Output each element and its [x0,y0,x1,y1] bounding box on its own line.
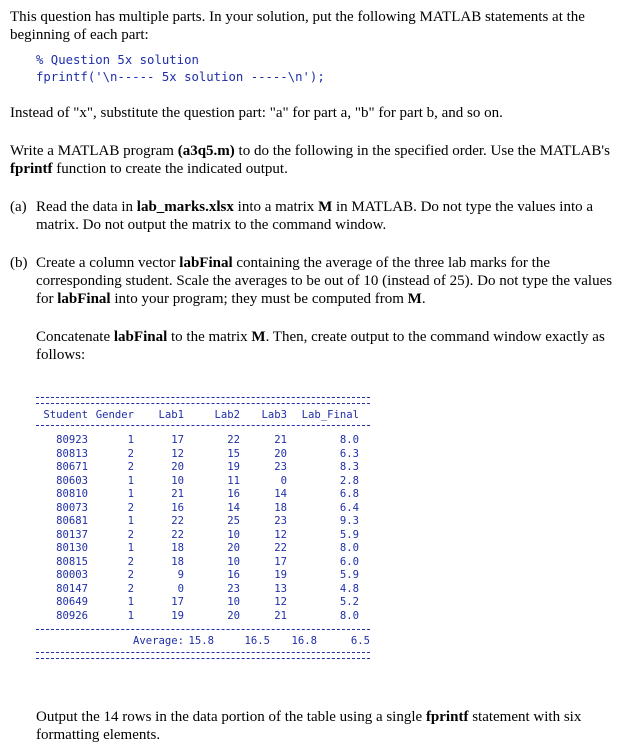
cell-lab-final: 8.3 [339,461,359,473]
cell-lab-final: 6.8 [339,488,359,500]
table-row [36,488,370,502]
header-lab1: Lab1 [158,409,184,421]
cell-lab-final: 8.0 [339,542,359,554]
cell-gender: 1 [127,474,134,487]
cell-lab1: 16 [171,501,184,514]
average-lab3: 16.8 [291,635,317,648]
cell-lab3: 20 [274,447,287,460]
cell-student-id: 80923 [56,434,88,446]
cell-gender: 1 [127,515,134,527]
table-row [36,596,370,610]
table-row [36,542,370,556]
cell-lab2: 10 [227,555,240,568]
cell-lab1: 10 [171,474,184,487]
concat-text-3: . Then, create output to the command window exactly as [265,329,605,345]
footer-text-2: statement with six [468,709,582,725]
table-row [36,529,370,543]
cell-lab-final: 6.3 [339,447,359,460]
cell-lab2: 25 [227,515,240,527]
average-lab-final: 6.5 [350,635,370,648]
cell-lab3: 19 [274,569,287,581]
part-b-line-3 [36,290,426,308]
cell-lab2: 16 [227,569,240,581]
cell-lab3: 18 [274,501,287,514]
cell-lab2: 10 [227,596,240,608]
fprintf-keyword-2: fprintf [425,709,469,725]
cell-gender: 2 [127,447,134,460]
write-instruction-line-1 [10,142,610,160]
cell-student-id: 80671 [56,461,88,473]
cell-gender: 2 [127,555,134,568]
table-header [36,407,370,423]
intro-line-1: This question has multiple parts. In your solution, put the following MATLAB statements at the [10,9,585,25]
cell-lab-final: 5.9 [339,569,359,581]
cell-lab2: 15 [227,447,240,460]
cell-lab3: 14 [274,488,287,500]
cell-lab2: 23 [227,582,240,595]
cell-student-id: 80147 [56,582,88,595]
header-lab-final: Lab_Final [301,409,359,421]
part-b-text-3a: for [36,291,58,307]
concatenate-line-1 [36,328,605,346]
substitute-instruction: Instead of "x", substitute the question part: "a" for part a, "b" for part b, and so on. [10,105,503,121]
cell-lab1: 22 [171,515,184,527]
part-b-text-1: Create a column vector [36,255,180,271]
table-row [36,610,370,624]
header-student: Student [43,409,88,421]
cell-lab-final: 5.9 [339,528,359,541]
cell-lab-final: 6.4 [339,501,359,514]
cell-lab1: 20 [171,461,184,473]
cell-lab2: 16 [227,488,240,500]
cell-student-id: 80681 [56,515,88,527]
cell-lab2: 14 [227,501,240,514]
cell-gender: 2 [127,582,134,595]
write-instruction-line-2 [10,160,288,178]
average-rule [36,629,370,630]
footer-text-1: Output the 14 rows in the data portion of the table using a single [36,709,426,725]
cell-lab-final: 9.3 [339,515,359,527]
cell-lab3: 23 [274,515,287,527]
cell-gender: 1 [127,609,134,622]
cell-lab1: 17 [171,434,184,446]
average-label: Average: [132,635,184,648]
cell-lab2: 22 [227,434,240,446]
cell-lab3: 13 [274,582,287,595]
cell-lab2: 11 [227,474,240,487]
cell-student-id: 80603 [56,474,88,487]
cell-lab2: 19 [227,461,240,473]
cell-lab-final: 8.0 [339,434,359,446]
table-row [36,515,370,529]
cell-student-id: 80810 [56,488,88,500]
cell-lab3: 12 [274,528,287,541]
cell-lab1: 22 [171,528,184,541]
table-row [36,475,370,489]
cell-lab3: 23 [274,461,287,473]
program-filename: (a3q5.m) [177,143,235,159]
part-a-line-2: matrix. Do not output the matrix to the command window. [36,217,387,233]
code-line-1: % Question 5x solution [36,53,199,67]
fprintf-keyword: fprintf [10,161,53,177]
matrix-m: M [318,199,333,215]
write-mid: to do the following in the specified order. Use the MATLAB's [234,143,610,159]
table-row [36,556,370,570]
data-filename: lab_marks.xlsx [136,199,234,215]
cell-lab-final: 4.8 [339,582,359,595]
footer-line-2: formatting elements. [36,727,161,743]
cell-student-id: 80130 [56,542,88,554]
cell-gender: 1 [127,596,134,608]
table-row [36,461,370,475]
concatenate-line-2: follows: [36,347,86,363]
cell-lab1: 18 [171,542,184,554]
cell-lab1: 17 [171,596,184,608]
labfinal-var-2: labFinal [57,291,111,307]
write-suffix: function to create the indicated output. [52,161,288,177]
labfinal-var-3: labFinal [113,329,168,345]
cell-lab1: 12 [171,447,184,460]
average-lab2: 16.5 [244,635,270,648]
cell-lab1: 9 [177,569,184,581]
concat-text-2: to the matrix [167,329,252,345]
cell-lab-final: 6.0 [339,555,359,568]
cell-lab3: 17 [274,555,287,568]
table-row [36,583,370,597]
cell-lab3: 21 [274,609,287,622]
header-gender: Gender [95,409,134,421]
code-line-2: fprintf('\n----- 5x solution -----\n'); [36,70,325,84]
cell-gender: 1 [127,434,134,446]
average-row [36,634,370,650]
cell-gender: 2 [127,461,134,473]
labfinal-var: labFinal [179,255,233,271]
cell-gender: 2 [127,569,134,581]
part-a-text-1: Read the data in [36,199,137,215]
part-b-line-1 [36,254,550,272]
cell-student-id: 80003 [56,569,88,581]
cell-lab3: 12 [274,596,287,608]
header-rule [36,425,370,426]
cell-gender: 1 [127,488,134,500]
cell-lab3: 0 [280,474,287,487]
table-row [36,448,370,462]
cell-lab-final: 5.2 [339,596,359,608]
part-b-label: (b) [10,255,28,271]
cell-student-id: 80137 [56,528,88,541]
table-row [36,569,370,583]
cell-lab1: 0 [177,582,184,595]
part-b-text-3c: . [421,291,426,307]
part-b-text-3b: into your program; they must be computed from [110,291,408,307]
matrix-m-3: M [251,329,266,345]
part-b-text-2: containing the average of the three lab marks for the [232,255,551,271]
cell-student-id: 80815 [56,555,88,568]
part-a-text-2: into a matrix [233,199,319,215]
cell-lab2: 10 [227,528,240,541]
matrix-m-2: M [407,291,422,307]
header-lab3: Lab3 [261,409,287,421]
output-table [36,397,370,659]
cell-lab2: 20 [227,609,240,622]
header-lab2: Lab2 [214,409,240,421]
intro-line-2: beginning of each part: [10,27,149,43]
table-body [36,434,370,623]
cell-gender: 2 [127,501,134,514]
table-row [36,502,370,516]
part-a-label: (a) [10,199,27,215]
top-double-rule [36,397,370,404]
cell-student-id: 80926 [56,609,88,622]
cell-gender: 2 [127,528,134,541]
table-row [36,434,370,448]
part-b-line-2: corresponding student. Scale the averages to be out of 10 (instead of 25). Do not type the values [36,273,613,289]
cell-student-id: 80073 [56,501,88,514]
cell-lab2: 20 [227,542,240,554]
cell-lab1: 19 [171,609,184,622]
cell-gender: 1 [127,542,134,554]
part-a-text-3: in MATLAB. Do not type the values into a [332,199,594,215]
cell-student-id: 80813 [56,447,88,460]
cell-lab1: 21 [171,488,184,500]
cell-lab-final: 8.0 [339,609,359,622]
part-a-line-1 [36,198,593,216]
cell-lab3: 21 [274,434,287,446]
cell-lab-final: 2.8 [339,474,359,487]
cell-student-id: 80649 [56,596,88,608]
average-lab1: 15.8 [188,635,214,648]
cell-lab3: 22 [274,542,287,554]
write-prefix: Write a MATLAB program [10,143,178,159]
cell-lab1: 18 [171,555,184,568]
bottom-double-rule [36,652,370,659]
footer-line-1 [36,708,581,726]
concat-text-1: Concatenate [36,329,114,345]
